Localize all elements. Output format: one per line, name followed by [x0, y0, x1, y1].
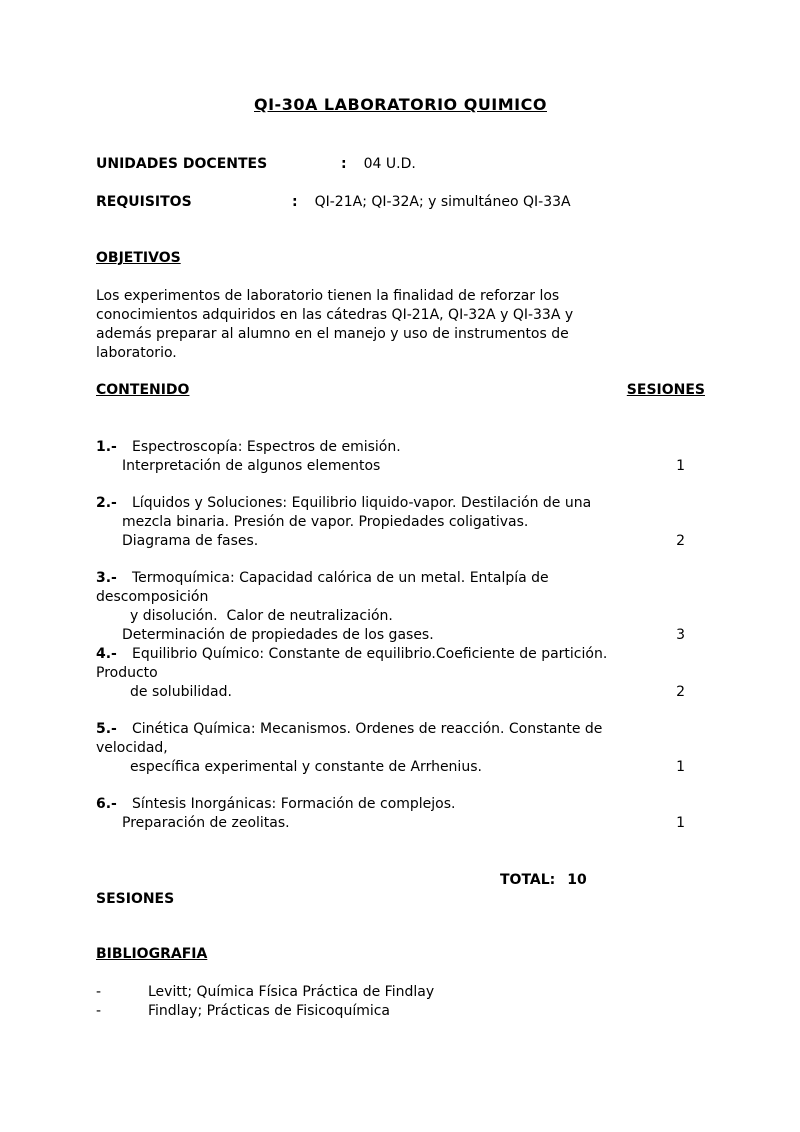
item-number: 6.- — [96, 796, 117, 812]
field-colon: : — [292, 194, 298, 210]
item-line — [96, 795, 705, 814]
item-line — [96, 588, 705, 607]
sesiones-heading: SESIONES — [626, 382, 705, 398]
item-text: y disolución. Calor de neutralización. — [130, 608, 393, 624]
bibliography-list — [96, 983, 705, 1021]
session-count: 1 — [676, 759, 685, 775]
content-item — [96, 720, 705, 777]
field-value: 04 U.D. — [363, 156, 416, 172]
bibliography-item — [96, 1002, 705, 1021]
content-item — [96, 795, 705, 833]
item-line — [96, 626, 705, 645]
bibliography-text: Levitt; Química Física Práctica de Findlay — [148, 984, 435, 1000]
bibliography-item — [96, 983, 705, 1002]
paragraph-line: Los experimentos de laboratorio tienen la finalidad de reforzar los — [96, 288, 560, 304]
item-text: específica experimental y constante de Arrhenius. — [130, 759, 482, 775]
item-line — [96, 664, 705, 683]
total-label: TOTAL: — [500, 872, 556, 888]
item-line — [96, 457, 705, 476]
field-colon: : — [341, 156, 347, 172]
item-line — [96, 532, 705, 551]
bibliografia-heading: BIBLIOGRAFIA — [96, 946, 208, 962]
item-line — [96, 739, 705, 758]
item-line — [96, 683, 705, 702]
objetivos-heading: OBJETIVOS — [96, 250, 181, 266]
content-item — [96, 494, 705, 551]
item-text: de solubilidad. — [130, 684, 232, 700]
item-number: 2.- — [96, 495, 117, 511]
item-text: Equilibrio Químico: Constante de equilibrio.Coeficiente de partición. — [132, 646, 608, 662]
item-line — [96, 569, 705, 588]
session-count: 1 — [676, 815, 685, 831]
paragraph-line: conocimientos adquiridos en las cátedras QI-21A, QI-32A y QI-33A y — [96, 307, 574, 323]
total-suffix: SESIONES — [96, 891, 175, 907]
item-number: 5.- — [96, 721, 117, 737]
item-text: Diagrama de fases. — [122, 533, 259, 549]
item-text: Interpretación de algunos elementos — [122, 458, 381, 474]
item-line — [96, 607, 705, 626]
item-text: Espectroscopía: Espectros de emisión. — [132, 439, 401, 455]
item-text: Síntesis Inorgánicas: Formación de complejos. — [132, 796, 456, 812]
field-row — [96, 193, 705, 212]
document-content — [0, 95, 800, 1021]
field-label: REQUISITOS — [96, 194, 192, 210]
content-item — [96, 569, 705, 645]
item-text: Determinación de propiedades de los gases. — [122, 627, 434, 643]
bullet-dash: - — [96, 984, 102, 1000]
item-text: Producto — [96, 665, 158, 681]
item-line — [96, 758, 705, 777]
item-text: velocidad, — [96, 740, 168, 756]
session-count: 1 — [676, 458, 685, 474]
item-number: 1.- — [96, 439, 117, 455]
item-line — [96, 438, 705, 457]
content-items — [96, 438, 705, 833]
item-text: Cinética Química: Mecanismos. Ordenes de reacción. Constante de — [132, 721, 603, 737]
item-text: Preparación de zeolitas. — [122, 815, 290, 831]
objectives-paragraph — [96, 287, 705, 363]
field-value: QI-21A; QI-32A; y simultáneo QI-33A — [314, 194, 571, 210]
paragraph-line: laboratorio. — [96, 345, 177, 361]
contenido-heading: CONTENIDO — [96, 382, 190, 398]
item-line — [96, 513, 705, 532]
item-line — [96, 645, 705, 664]
contenido-header-row — [96, 381, 705, 400]
total-value: 10 — [567, 872, 587, 888]
session-count: 3 — [676, 627, 685, 643]
content-item — [96, 645, 705, 702]
item-line — [96, 494, 705, 513]
session-count: 2 — [676, 684, 685, 700]
item-number: 3.- — [96, 570, 117, 586]
field-row — [96, 155, 705, 174]
fields-section — [96, 155, 705, 212]
session-count: 2 — [676, 533, 685, 549]
item-number: 4.- — [96, 646, 117, 662]
total-row — [96, 871, 705, 890]
content-item — [96, 438, 705, 476]
item-line — [96, 720, 705, 739]
item-text: mezcla binaria. Presión de vapor. Propiedades coligativas. — [122, 514, 529, 530]
field-label: UNIDADES DOCENTES — [96, 156, 268, 172]
item-line — [96, 814, 705, 833]
paragraph-line: además preparar al alumno en el manejo y uso de instrumentos de — [96, 326, 569, 342]
document-title: QI-30A LABORATORIO QUIMICO — [254, 95, 547, 114]
bullet-dash: - — [96, 1003, 102, 1019]
item-text: Termoquímica: Capacidad calórica de un metal. Entalpía de — [132, 570, 549, 586]
item-text: Líquidos y Soluciones: Equilibrio liquido-vapor. Destilación de una — [132, 495, 592, 511]
bibliography-text: Findlay; Prácticas de Fisicoquímica — [148, 1003, 391, 1019]
item-text: descomposición — [96, 589, 209, 605]
